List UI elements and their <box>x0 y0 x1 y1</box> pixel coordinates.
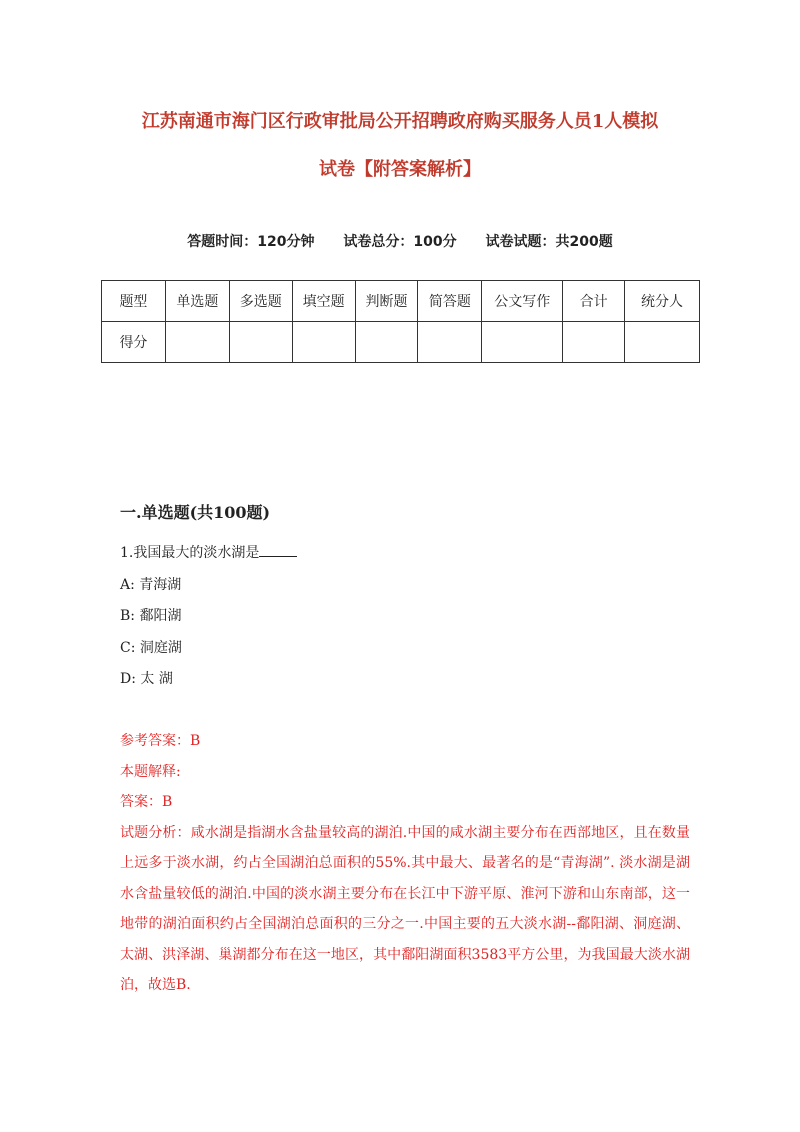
option-b: B: 鄱阳湖 <box>120 608 182 624</box>
header-cell: 填空题 <box>292 281 355 322</box>
exam-meta <box>0 231 800 251</box>
header-cell: 简答题 <box>418 281 482 322</box>
header-cell: 题型 <box>102 281 166 322</box>
answer-block <box>120 726 690 1001</box>
exam-time: 答题时间：120分钟 <box>187 234 315 250</box>
title-line-1: 江苏南通市海门区行政审批局公开招聘政府购买服务人员1人模拟 <box>141 111 659 132</box>
header-cell: 合计 <box>563 281 625 322</box>
question-1 <box>120 538 297 696</box>
score-cell <box>482 322 563 363</box>
header-cell: 多选题 <box>229 281 292 322</box>
header-cell: 判断题 <box>355 281 418 322</box>
score-table-score-row <box>102 322 700 363</box>
option-d: D: 太 湖 <box>120 671 173 687</box>
analysis-text: 试题分析：咸水湖是指湖水含盐量较高的湖泊.中国的咸水湖主要分布在西部地区，且在数量上远多于淡水湖，约占全国湖泊总面积的55%.其中最大、最著名的是“青海湖”. 淡水湖是湖水含盐量较低的湖泊.中国的淡水湖主要分布在长江中下游平原、淮河下游和山东南部，这一地带的湖泊面积约占全国湖泊总面积的三分之一.中国主要的五大淡水湖--鄱阳湖、洞庭湖、太湖、洪泽湖、巢湖都分布在这一地区，其中鄱阳湖面积3583平方公里，为我国最大淡水湖泊，故选B. <box>120 824 690 993</box>
score-row-label: 得分 <box>102 322 166 363</box>
score-cell <box>625 322 700 363</box>
score-cell <box>418 322 482 363</box>
title-line-2: 试卷【附答案解析】 <box>319 159 481 180</box>
header-cell: 单选题 <box>165 281 229 322</box>
score-cell <box>165 322 229 363</box>
reference-answer: 参考答案：B <box>120 733 201 749</box>
score-cell <box>563 322 625 363</box>
score-table-header-row <box>102 281 700 322</box>
score-cell <box>229 322 292 363</box>
document-title <box>0 98 800 194</box>
answer-line: 答案：B <box>120 794 173 810</box>
score-cell <box>292 322 355 363</box>
exam-total-score: 试卷总分：100分 <box>343 234 457 250</box>
answer-blank <box>259 542 297 557</box>
exam-question-count: 试卷试题：共200题 <box>485 234 613 250</box>
question-stem: 1.我国最大的淡水湖是 <box>120 538 297 570</box>
score-table <box>101 280 700 363</box>
option-a: A: 青海湖 <box>120 576 182 593</box>
header-cell: 统分人 <box>625 281 700 322</box>
header-cell: 公文写作 <box>482 281 563 322</box>
explanation-label: 本题解释: <box>120 763 181 780</box>
score-cell <box>355 322 418 363</box>
section-title: 一.单选题(共100题) <box>120 503 271 522</box>
option-c: C: 洞庭湖 <box>120 639 182 656</box>
